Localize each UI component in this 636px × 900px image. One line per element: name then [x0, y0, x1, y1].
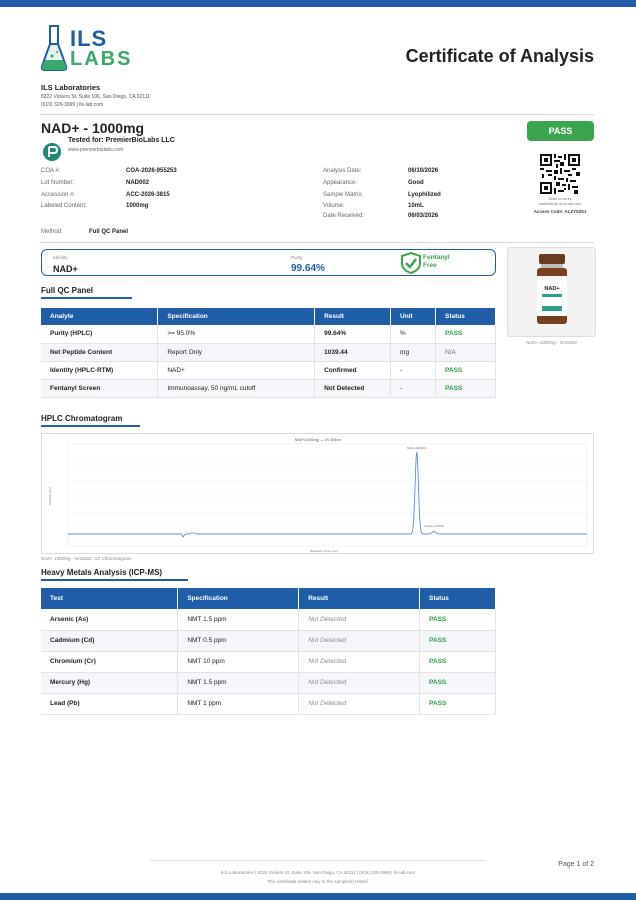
hplc-title: HPLC Chromatogram [41, 414, 123, 423]
footer-divider [150, 860, 486, 861]
footer-address: ILS Laboratories | 8222 Vickers St. Suite 106, San Diego, CA 92111 | (619) 329-3999 | ils-lab.com [220, 870, 416, 875]
logo-text-ils: ILS [70, 26, 108, 51]
ils-labs-logo [40, 24, 140, 74]
qc-panel-title: Full QC Panel [41, 286, 94, 295]
table-row: Fentanyl Screen Immunoassay, 50 ng/mL cutoff Not Detected - PASS [41, 379, 496, 397]
peak-label: Impurity (0.36%) [423, 524, 445, 528]
hplc-chromatogram [41, 433, 594, 554]
series-line [68, 452, 587, 537]
qc-panel-underline [41, 297, 132, 299]
header-divider [41, 114, 594, 115]
y-axis-label: Intensity (mV) [48, 486, 52, 506]
vial-label: NAD+ [544, 286, 560, 292]
overall-status-badge: PASS [527, 121, 594, 141]
document-title: Certificate of Analysis [405, 46, 594, 66]
heavy-metals-title: Heavy Metals Analysis (ICP-MS) [41, 568, 163, 577]
table-row: Purity (HPLC) >= 95.0% 99.64% % PASS [41, 325, 496, 343]
table-row: Identity (HPLC-RTM) NAD+ Confirmed - PASS [41, 361, 496, 379]
method-divider [41, 242, 594, 243]
client-url: www.premierbiolabs.com [68, 147, 124, 153]
table-row: Chromium (Cr) NMT 10 ppm Not Detected PASS [41, 651, 496, 672]
summary-box [41, 249, 496, 276]
qr-code-icon[interactable] [540, 154, 580, 194]
identity-value: NAD+ [53, 264, 78, 274]
meta-volume: Volume: 10mL [323, 203, 424, 209]
client-logo-icon [43, 143, 61, 161]
meta-analysis-date: Analysis Date: 06/10/2026 [323, 168, 439, 174]
fentanyl-free-label: Fentanyl Free [423, 254, 450, 269]
meta-date-received: Date Received: 06/03/2026 [323, 213, 439, 219]
lab-name: ILS Laboratories [41, 83, 101, 92]
table-row: Lead (Pb) NMT 1 ppm Not Detected PASS [41, 693, 496, 714]
hplc-caption: NAD+ 1000mg - NAD002: UV Chromatogram [41, 556, 132, 561]
bottom-accent-bar [0, 893, 636, 900]
qr-instruction: Scan to verify authenticity at ils-lab.com [538, 197, 582, 206]
access-code: Access Code: ALZY0Z5J [533, 209, 587, 214]
meta-sample-matrix: Sample Matrix: Lyophilized [323, 192, 441, 198]
heavy-metals-table: Test Specification Result Status Arsenic (As) NMT 1.5 ppm Not Detected PASS Cadmium (Cd) NMT 0.5 ppm Not Detected PASS Chromium (Cr) NMT 10 ppm Not Detected PASS Mercury (Hg) NMT 1.5 ppm Not Detected PASS Lead (Pb) NMT 1 ppm Not Detected PASS [41, 588, 496, 715]
top-accent-bar [0, 0, 636, 7]
chart-title: NAD+(1000mg) — UV 254nm [294, 438, 342, 442]
product-vial-image [507, 247, 596, 337]
x-axis-label: Retention Time (min) [310, 549, 338, 553]
purity-label: Purity [291, 255, 303, 260]
flask-icon [40, 24, 70, 74]
qc-panel-table: Analyte Specification Result Unit Status Purity (HPLC) >= 95.0% 99.64% % PASS Net Peptide Content Report Only 1039.44 mg N/A Identity (HPLC-RTM) NAD+ Confirmed - PASS Fentanyl Screen Immunoassay, 50 ng/mL cutoff Not Detected - PASS [41, 308, 496, 398]
hplc-underline [41, 425, 140, 427]
table-row: Mercury (Hg) NMT 1.5 ppm Not Detected PASS [41, 672, 496, 693]
purity-value: 99.64% [291, 263, 325, 274]
vial-caption: NAD+ 1000mg - NAD002 [526, 340, 577, 345]
page-number: Page 1 of 2 [558, 861, 594, 868]
heavy-metals-underline [41, 579, 188, 581]
product-name: NAD+ - 1000mg [41, 120, 145, 136]
lab-address: 8222 Vickers St. Suite 106, San Diego, CA 92111 [41, 94, 150, 100]
meta-labeled-content: Labeled Content: 1000mg [41, 203, 149, 209]
meta-appearance: Appearance: Good [323, 180, 424, 186]
peak-label: NAD+ (99.64%) [406, 446, 427, 450]
meta-accession: Accession #: ACC-2026-3815 [41, 192, 170, 198]
table-row: Net Peptide Content Report Only 1039.44 mg N/A [41, 343, 496, 361]
method-row: Method: Full QC Panel [41, 229, 129, 235]
tested-for-client: Tested for: PremierBioLabs LLC [68, 137, 175, 144]
meta-coa: COA #: COA-2026-955253 [41, 168, 177, 174]
logo-text-labs: LABS [70, 48, 133, 70]
chromatogram-plot [42, 434, 595, 555]
table-row: Cadmium (Cd) NMT 0.5 ppm Not Detected PASS [41, 630, 496, 651]
meta-lot: Lot Number: NAD002 [41, 180, 150, 186]
identity-label: Identity [53, 255, 68, 260]
footer-disclaimer: This certificate relates only to the sample(s) tested. [267, 879, 369, 884]
lab-contact: (619) 329-3999 | ils-lab.com [41, 102, 104, 108]
shield-check-icon [400, 252, 422, 274]
table-row: Arsenic (As) NMT 1.5 ppm Not Detected PASS [41, 609, 496, 630]
